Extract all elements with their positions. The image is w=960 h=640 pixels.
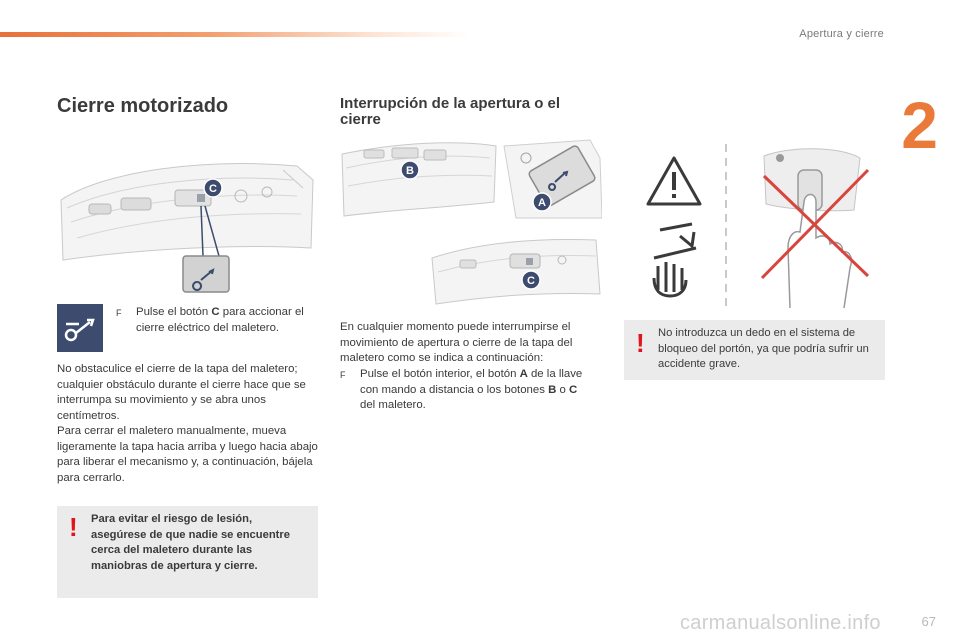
finger-hazard-illustration [640,140,888,310]
heading-cierre-motorizado: Cierre motorizado [57,95,229,117]
warning-icon: ! [69,512,78,542]
bullet-arrow-icon: F [116,308,122,318]
tailgate-illustration-c [57,148,315,296]
header-accent-bar [0,32,470,37]
left-paragraph-1: No obstaculice el cierre de la tapa del maletero; cualquier obstáculo durante el cierre hace que se interrumpa su movimiento y se abra unos centímetros. [57,363,306,422]
interrupt-bullet: F Pulse el botón interior, el botón A de la llave con mando a distancia o los botones B o C del maletero. [340,367,585,414]
tailgate-illustration-c-exterior [430,234,602,312]
tailgate-illustration-ab [340,138,602,222]
page-number: 67 [921,614,936,629]
warning-icon: ! [636,328,645,358]
watermark-text: carmanualsonline.info [680,612,881,634]
label-c-top: C [209,183,217,195]
label-c-bottom: C [527,275,535,287]
warning-panel-right [624,320,885,380]
label-b: B [406,165,414,177]
warning-text-left: Para evitar el riesgo de lesión, asegúrese de que nadie se encuentre cerca del maletero durante las maniobras de apertura y cierre. [91,513,290,572]
warning-text-right: No introduzca un dedo en el sistema de bloqueo del portón, ya que podría sufrir un accidente grave. [658,327,869,370]
bullet-arrow-icon: F [340,370,346,380]
power-tailgate-button-icon [57,304,103,352]
warning-panel-left [57,506,318,598]
close-bullet: F Pulse el botón C para accionar el cierre eléctrico del maletero. [116,305,321,336]
heading-interrupcion: Interrupción de la apertura o el cierre [340,95,561,128]
section-title: Apertura y cierre [799,28,884,40]
chapter-number: 2 [901,88,938,162]
label-a: A [538,197,546,209]
left-paragraph-2: Para cerrar el maletero manualmente, mueva ligeramente la tapa hacia arriba y luego hacia abajo para liberar el mecanismo y, a continuación, bájela para cerrarlo. [57,425,318,484]
middle-intro: En cualquier momento puede interrumpirse el movimiento de apertura o cierre de la tapa del maletero como se indica a continuación: [340,321,573,364]
